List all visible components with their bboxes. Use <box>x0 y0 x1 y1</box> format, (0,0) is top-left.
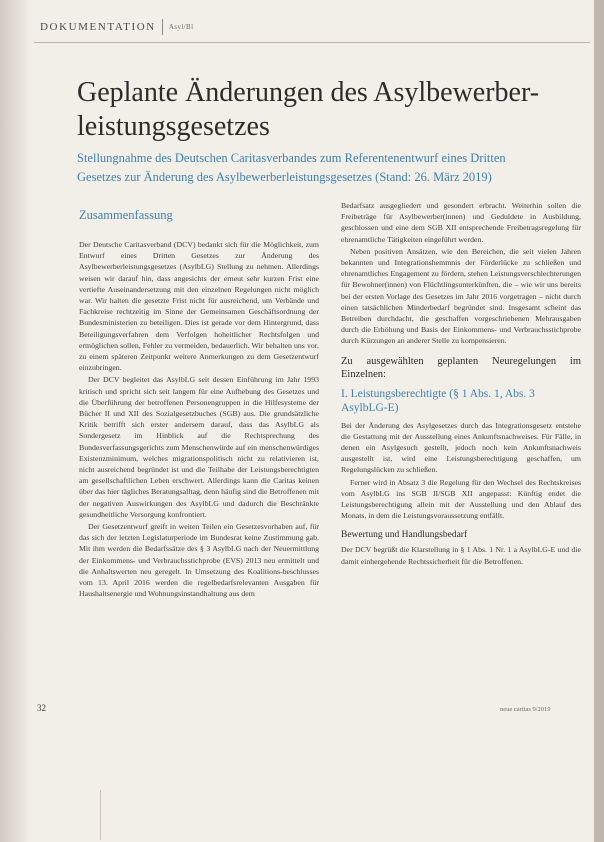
subheading-bewertung: Bewertung und Handlungsbedarf <box>341 530 468 541</box>
scan-artifact-line <box>100 790 101 840</box>
header-rule <box>34 42 590 43</box>
subheading-leistungsberechtigte-line2: AsylbLG-E) <box>341 401 399 414</box>
article-title-line2: leistungsgesetzes <box>77 111 270 142</box>
paragraph: Ferner wird in Absatz 3 die Regelung für den Wechsel des Rechtskreises vom AsylbLG ins SGB II/SGB XII angepasst: Künftig endet die Leistungsberechtigung allein mit der Ausstellung und den Ablauf des Monats, in dem die Leistungsvoraussetzung entfällt. <box>341 477 581 521</box>
article-subtitle <box>77 149 577 187</box>
page-number: 32 <box>37 703 46 713</box>
left-column <box>79 208 319 601</box>
page-edge <box>594 0 604 842</box>
article-title <box>77 76 577 144</box>
page-spine-shadow <box>0 0 30 842</box>
section-heading-zusammenfassung: Zusammenfassung <box>79 208 173 222</box>
subheading-leistungsberechtigte <box>341 387 581 415</box>
header-divider <box>162 19 163 35</box>
paragraph: Der DCV begleitet das AsylbLG seit dessen Einführung im Jahr 1993 kritisch und spricht sich seit langem für eine Aufhebung des Gesetzes und die Überführung der betroffenen Personengruppen in die Hilfesysteme der Bücher II und XII des Sozialgesetzbuches (SGB) aus. Die grundsätzliche Kritik betrifft sich erster andersem darauf, dass das AsylbLG als Sondergesetz im Hinblick auf die Rechtsprechung des Bundesverfassungsgerichts zum Menschenwürde auf ein menschenwürdiges Existenzminimum, welches migrationspolitisch nicht zu relativieren ist, nicht ausreichend begründet ist und die Teilhabe der Leistungsberechtigten am gesellschaftlichen Leben erschwert. Allerdings kann die Caritas keinen über das hier tägliches Beratungsalltag, denn häufig sind die Betroffenen mit der negativen Auswirkungen des AsylbLG und dadurch die Beschränkte gesundheitliche Versorgung konfrontiert. <box>79 375 319 519</box>
subheading-neuregelungen: Zu ausgewählten geplanten Neuregelungen im Einzelnen: <box>341 355 581 380</box>
article-subtitle-line1: Stellungnahme des Deutschen Caritasverbandes zum Referentenentwurf eines Dritten <box>77 151 506 165</box>
paragraph: Bei der Änderung des Asylgesetzes durch das Integrationsgesetz entstehe die Gestattung mit der Ausstellung eines Ankunftsnachweises. Für Fälle, in denen ein Asylgesuch gestellt, jedoch noch kein Ankunftsnachweis ausgestellt ist, wird eine Leistungsberechtigung geschaffen, um Regelungslücken zu schließen. <box>341 420 581 475</box>
article-title-line1: Geplante Änderungen des Asylbewerber- <box>77 77 540 108</box>
header-section: DOKUMENTATION <box>40 21 156 33</box>
paragraph: Neben positiven Ansätzen, wie den Bereichen, die seit vielen Jahren bekannten und Integrationshemmnis der Förderlücke zu schließen und ehrenamtliches Engagement zu fördern, stehen Leistungsverschlechterungen für Bewohner(innen) von Flüchtlingsunterkünften, die – wie wir uns bereits bei der ersten Vorlage des Gesetzes im Jahr 2016 vorgetragen – nicht durch einen tatsächlichen Minderbedarf begründet sind. Insgesamt scheint das Betreiben durchdacht, die geschaffen vorgeschriebenen Mehrausgaben durch die Erhöhung und Basis der Einkommens- und Verbrauchsstichprobe durch Kürzungen an anderer Stelle zu kompensieren. <box>341 246 581 346</box>
journal-footer: neue caritas 9/2019 <box>500 706 551 713</box>
paragraph: Der Gesetzentwurf greift in weiten Teilen ein Gesetzesvorhaben auf, für das sich der letzten Legislaturperiode im Bundesrat keine Zustimmung gab. Mit ihm werden die Bedarfssätze des § 3 AsylbLG nach der Neuermittlung der Einkommens- und Verbrauchsstichprobe (EVS) 2013 neu ermittelt und die Anhaltswerten neu geregelt. In Umsetzung des Koalitions-beschlusses vom 13. April 2016 werden die regelbedarfsrelevanten Ausgaben für Haushaltsenergie und Wohnungsinstandhaltung aus dem <box>79 522 319 599</box>
subheading-leistungsberechtigte-line1: I. Leistungsberechtigte (§ 1 Abs. 1, Abs. 3 <box>341 387 535 400</box>
paragraph: Der DCV begrüßt die Klarstellung in § 1 Abs. 1 Nr. 1 a AsylbLG-E und die damit einhergehende Rechtssicherheit für die Betroffenen. <box>341 545 581 566</box>
article-subtitle-line2: Gesetzes zur Änderung des Asylbewerberleistungsgesetzes (Stand: 26. März 2019) <box>77 170 492 184</box>
paragraph: Bedarfsatz ausgegliedert und gesondert erbracht. Weiterhin sollen die Freibeträge für Asylbewerber(innen) und Geduldete in Ausbildung, geschlossen und eine dem SGB XII entsprechende Freibetragsregelung für ehrenamtliche Tätigkeiten eingeführt werden. <box>341 201 581 244</box>
running-header <box>40 14 580 40</box>
header-subsection: Asyl/Bl <box>168 23 194 31</box>
paragraph: Der Deutsche Caritasverband (DCV) bedankt sich für die Möglichkeit, zum Entwurf eines Dritten Gesetzes zur Änderung des Asylbewerberleistungsgesetzes (AsylbLG) Stellung zu nehmen. Allerdings weisen wir darauf hin, dass angesichts der erneut sehr kurzen Frist eine vertiefte Auseinandersetzung mit den einzelnen Regelungen nicht möglich war. Wir halten die gesetzte Frist nicht für ausreichend, um Verbände und Fachkreise rechtzeitig im Sinne der Gemeinsamen Geschäftsordnung der Bundesministerien zu beteiligen. Dies ist gerade vor dem Hintergrund, dass Beteiligungsverfahren dem Verfolgen hoheitlicher Rechtsfolgen und ermöglichen sollen, Fehler zu vermeiden, bedauerlich. Wir behalten uns vor, zu einem späteren Zeitpunkt weitere Anmerkungen zu dem Gesetzentwurf einzubringen. <box>79 240 319 373</box>
right-column <box>341 200 581 568</box>
